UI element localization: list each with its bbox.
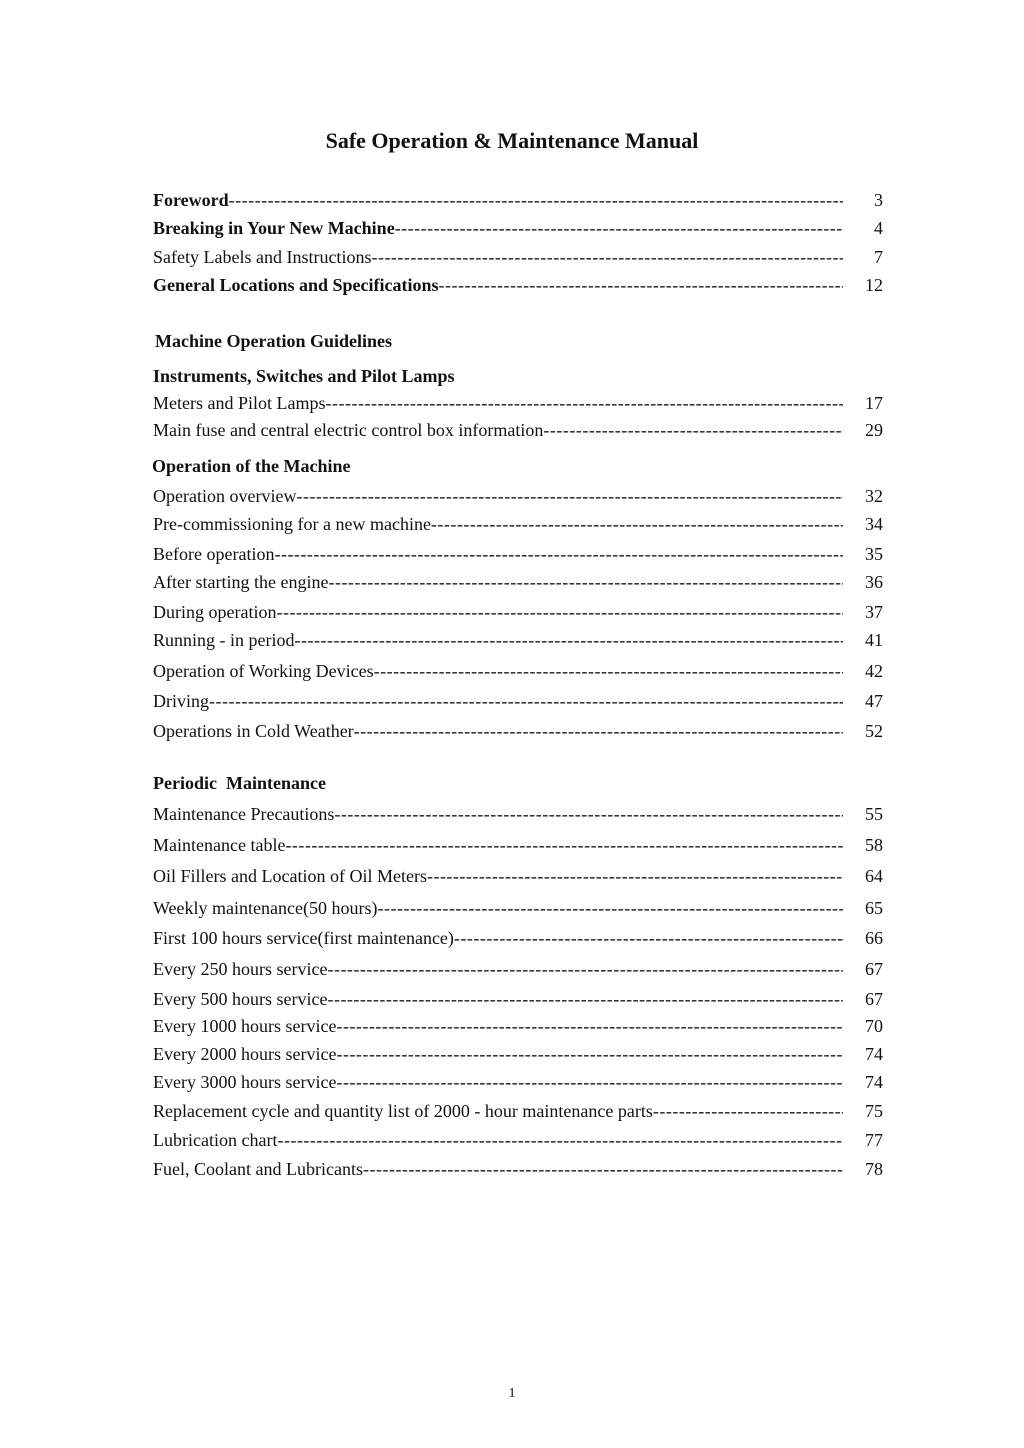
- toc-entry[interactable]: [153, 514, 883, 538]
- toc-entry[interactable]: [153, 420, 883, 444]
- dot-leader: [395, 218, 843, 239]
- toc-entry-page: 3: [874, 190, 883, 210]
- toc-entry-label: Maintenance table: [153, 835, 286, 855]
- toc-entry[interactable]: [153, 572, 883, 596]
- toc-entry-page: 4: [874, 218, 883, 238]
- dot-leader: [295, 630, 844, 651]
- dot-leader: [276, 602, 843, 623]
- toc-entry[interactable]: [153, 804, 883, 828]
- toc-entry-page: 32: [865, 486, 883, 506]
- dot-leader: [327, 959, 843, 980]
- toc-entry[interactable]: [153, 602, 883, 626]
- toc-entry-label: Operation of Working Devices: [153, 661, 374, 681]
- dot-leader: [374, 661, 843, 682]
- toc-entry-label: Safety Labels and Instructions: [153, 247, 372, 267]
- toc-entry-label: Replacement cycle and quantity list of 2000 - hour maintenance parts: [153, 1101, 653, 1121]
- toc-entry-label: Weekly maintenance(50 hours): [153, 898, 378, 918]
- toc-entry-label: Driving: [153, 691, 209, 711]
- toc-entry[interactable]: [153, 835, 883, 859]
- toc-entry[interactable]: [153, 959, 883, 983]
- toc-entry-page: 35: [865, 544, 883, 564]
- dot-leader: [439, 275, 843, 296]
- toc-entry[interactable]: [153, 1016, 883, 1040]
- toc-entry-page: 12: [865, 275, 883, 295]
- dot-leader: [209, 691, 843, 712]
- dot-leader: [336, 1072, 843, 1093]
- toc-entry-page: 64: [865, 866, 883, 886]
- toc-entry-foreword[interactable]: [153, 190, 883, 214]
- dot-leader: [336, 1044, 843, 1065]
- toc-entry-label: General Locations and Specifications: [153, 275, 439, 295]
- section-heading-operation: Operation of the Machine: [152, 456, 351, 476]
- dot-leader: [274, 544, 843, 565]
- toc-entry-label: Main fuse and central electric control box information: [153, 420, 544, 440]
- toc-entry[interactable]: [153, 1159, 883, 1183]
- toc-entry-page: 66: [865, 928, 883, 948]
- toc-entry[interactable]: [153, 1130, 883, 1154]
- dot-leader: [354, 721, 843, 742]
- toc-entry[interactable]: [153, 1101, 883, 1125]
- toc-entry-breaking-in[interactable]: [153, 218, 883, 242]
- toc-entry-label: Foreword: [153, 190, 229, 210]
- toc-entry-safety-labels[interactable]: [153, 247, 883, 271]
- toc-entry-label: Operation overview: [153, 486, 297, 506]
- toc-entry-label: Operations in Cold Weather: [153, 721, 354, 741]
- toc-entry[interactable]: [153, 721, 883, 745]
- dot-leader: [371, 247, 843, 268]
- toc-entry-page: 74: [865, 1044, 883, 1064]
- dot-leader: [653, 1101, 843, 1122]
- toc-entry-page: 58: [865, 835, 883, 855]
- dot-leader: [454, 928, 843, 949]
- toc-entry-page: 78: [865, 1159, 883, 1179]
- dot-leader: [336, 1016, 843, 1037]
- toc-entry-label: Meters and Pilot Lamps: [153, 393, 326, 413]
- toc-entry-label: Every 3000 hours service: [153, 1072, 337, 1092]
- toc-entry[interactable]: [153, 544, 883, 568]
- toc-entry[interactable]: [153, 1072, 883, 1096]
- section-heading-instruments: Instruments, Switches and Pilot Lamps: [153, 366, 455, 386]
- toc-entry-label: Every 250 hours service: [153, 959, 328, 979]
- section-heading-maintenance: Periodic Maintenance: [153, 773, 326, 793]
- toc-entry-page: 65: [865, 898, 883, 918]
- toc-entry-page: 74: [865, 1072, 883, 1092]
- toc-entry-label: Every 1000 hours service: [153, 1016, 337, 1036]
- toc-entry[interactable]: [153, 1044, 883, 1068]
- toc-entry-page: 75: [865, 1101, 883, 1121]
- section-heading-guidelines: Machine Operation Guidelines: [155, 331, 393, 351]
- toc-entry-page: 7: [874, 247, 883, 267]
- page-number: 1: [508, 1386, 516, 1401]
- toc-entry[interactable]: [153, 661, 883, 685]
- dot-leader: [296, 486, 843, 507]
- toc-entry-general-locations[interactable]: [153, 275, 883, 299]
- toc-entry-label: First 100 hours service(first maintenance): [153, 928, 454, 948]
- toc-entry-page: 77: [865, 1130, 883, 1150]
- dot-leader: [229, 190, 843, 211]
- toc-entry-label: Pre-commissioning for a new machine: [153, 514, 431, 534]
- toc-entry-label: After starting the engine: [153, 572, 329, 592]
- dot-leader: [334, 804, 843, 825]
- toc-entry-label: Running - in period: [153, 630, 295, 650]
- toc-entry-page: 29: [865, 420, 883, 440]
- toc-entry[interactable]: [153, 691, 883, 715]
- dot-leader: [285, 835, 843, 856]
- toc-entry-page: 52: [865, 721, 883, 741]
- toc-entry-label: Maintenance Precautions: [153, 804, 335, 824]
- toc-entry-page: 70: [865, 1016, 883, 1036]
- toc-entry-page: 67: [865, 959, 883, 979]
- dot-leader: [543, 420, 843, 441]
- toc-entry-page: 55: [865, 804, 883, 824]
- toc-entry-page: 17: [865, 393, 883, 413]
- toc-entry-page: 34: [865, 514, 883, 534]
- toc-entry-label: Lubrication chart: [153, 1130, 278, 1150]
- dot-leader: [277, 1130, 843, 1151]
- toc-entry[interactable]: [153, 866, 883, 890]
- toc-entry-page: 42: [865, 661, 883, 681]
- dot-leader: [363, 1159, 843, 1180]
- dot-leader: [325, 393, 843, 414]
- toc-entry-label: During operation: [153, 602, 277, 622]
- toc-entry-label: Breaking in Your New Machine: [153, 218, 395, 238]
- dot-leader: [427, 866, 843, 887]
- toc-entry[interactable]: [153, 630, 883, 654]
- toc-entry-label: Fuel, Coolant and Lubricants: [153, 1159, 363, 1179]
- toc-entry-page: 47: [865, 691, 883, 711]
- dot-leader: [327, 989, 843, 1010]
- toc-entry[interactable]: [153, 486, 883, 510]
- toc-entry-page: 67: [865, 989, 883, 1009]
- toc-entry-label: Before operation: [153, 544, 275, 564]
- toc-entry[interactable]: [153, 989, 883, 1013]
- toc-entry-page: 41: [865, 630, 883, 650]
- dot-leader: [431, 514, 843, 535]
- toc-entry[interactable]: [153, 898, 883, 922]
- toc-entry[interactable]: [153, 928, 883, 952]
- toc-entry-page: 37: [865, 602, 883, 622]
- page-title: Safe Operation & Maintenance Manual: [325, 128, 699, 153]
- toc-entry-label: Every 500 hours service: [153, 989, 328, 1009]
- toc-entry-label: Oil Fillers and Location of Oil Meters: [153, 866, 427, 886]
- toc-entry-page: 36: [865, 572, 883, 592]
- dot-leader: [328, 572, 843, 593]
- toc-entry[interactable]: [153, 393, 883, 417]
- dot-leader: [377, 898, 843, 919]
- toc-entry-label: Every 2000 hours service: [153, 1044, 337, 1064]
